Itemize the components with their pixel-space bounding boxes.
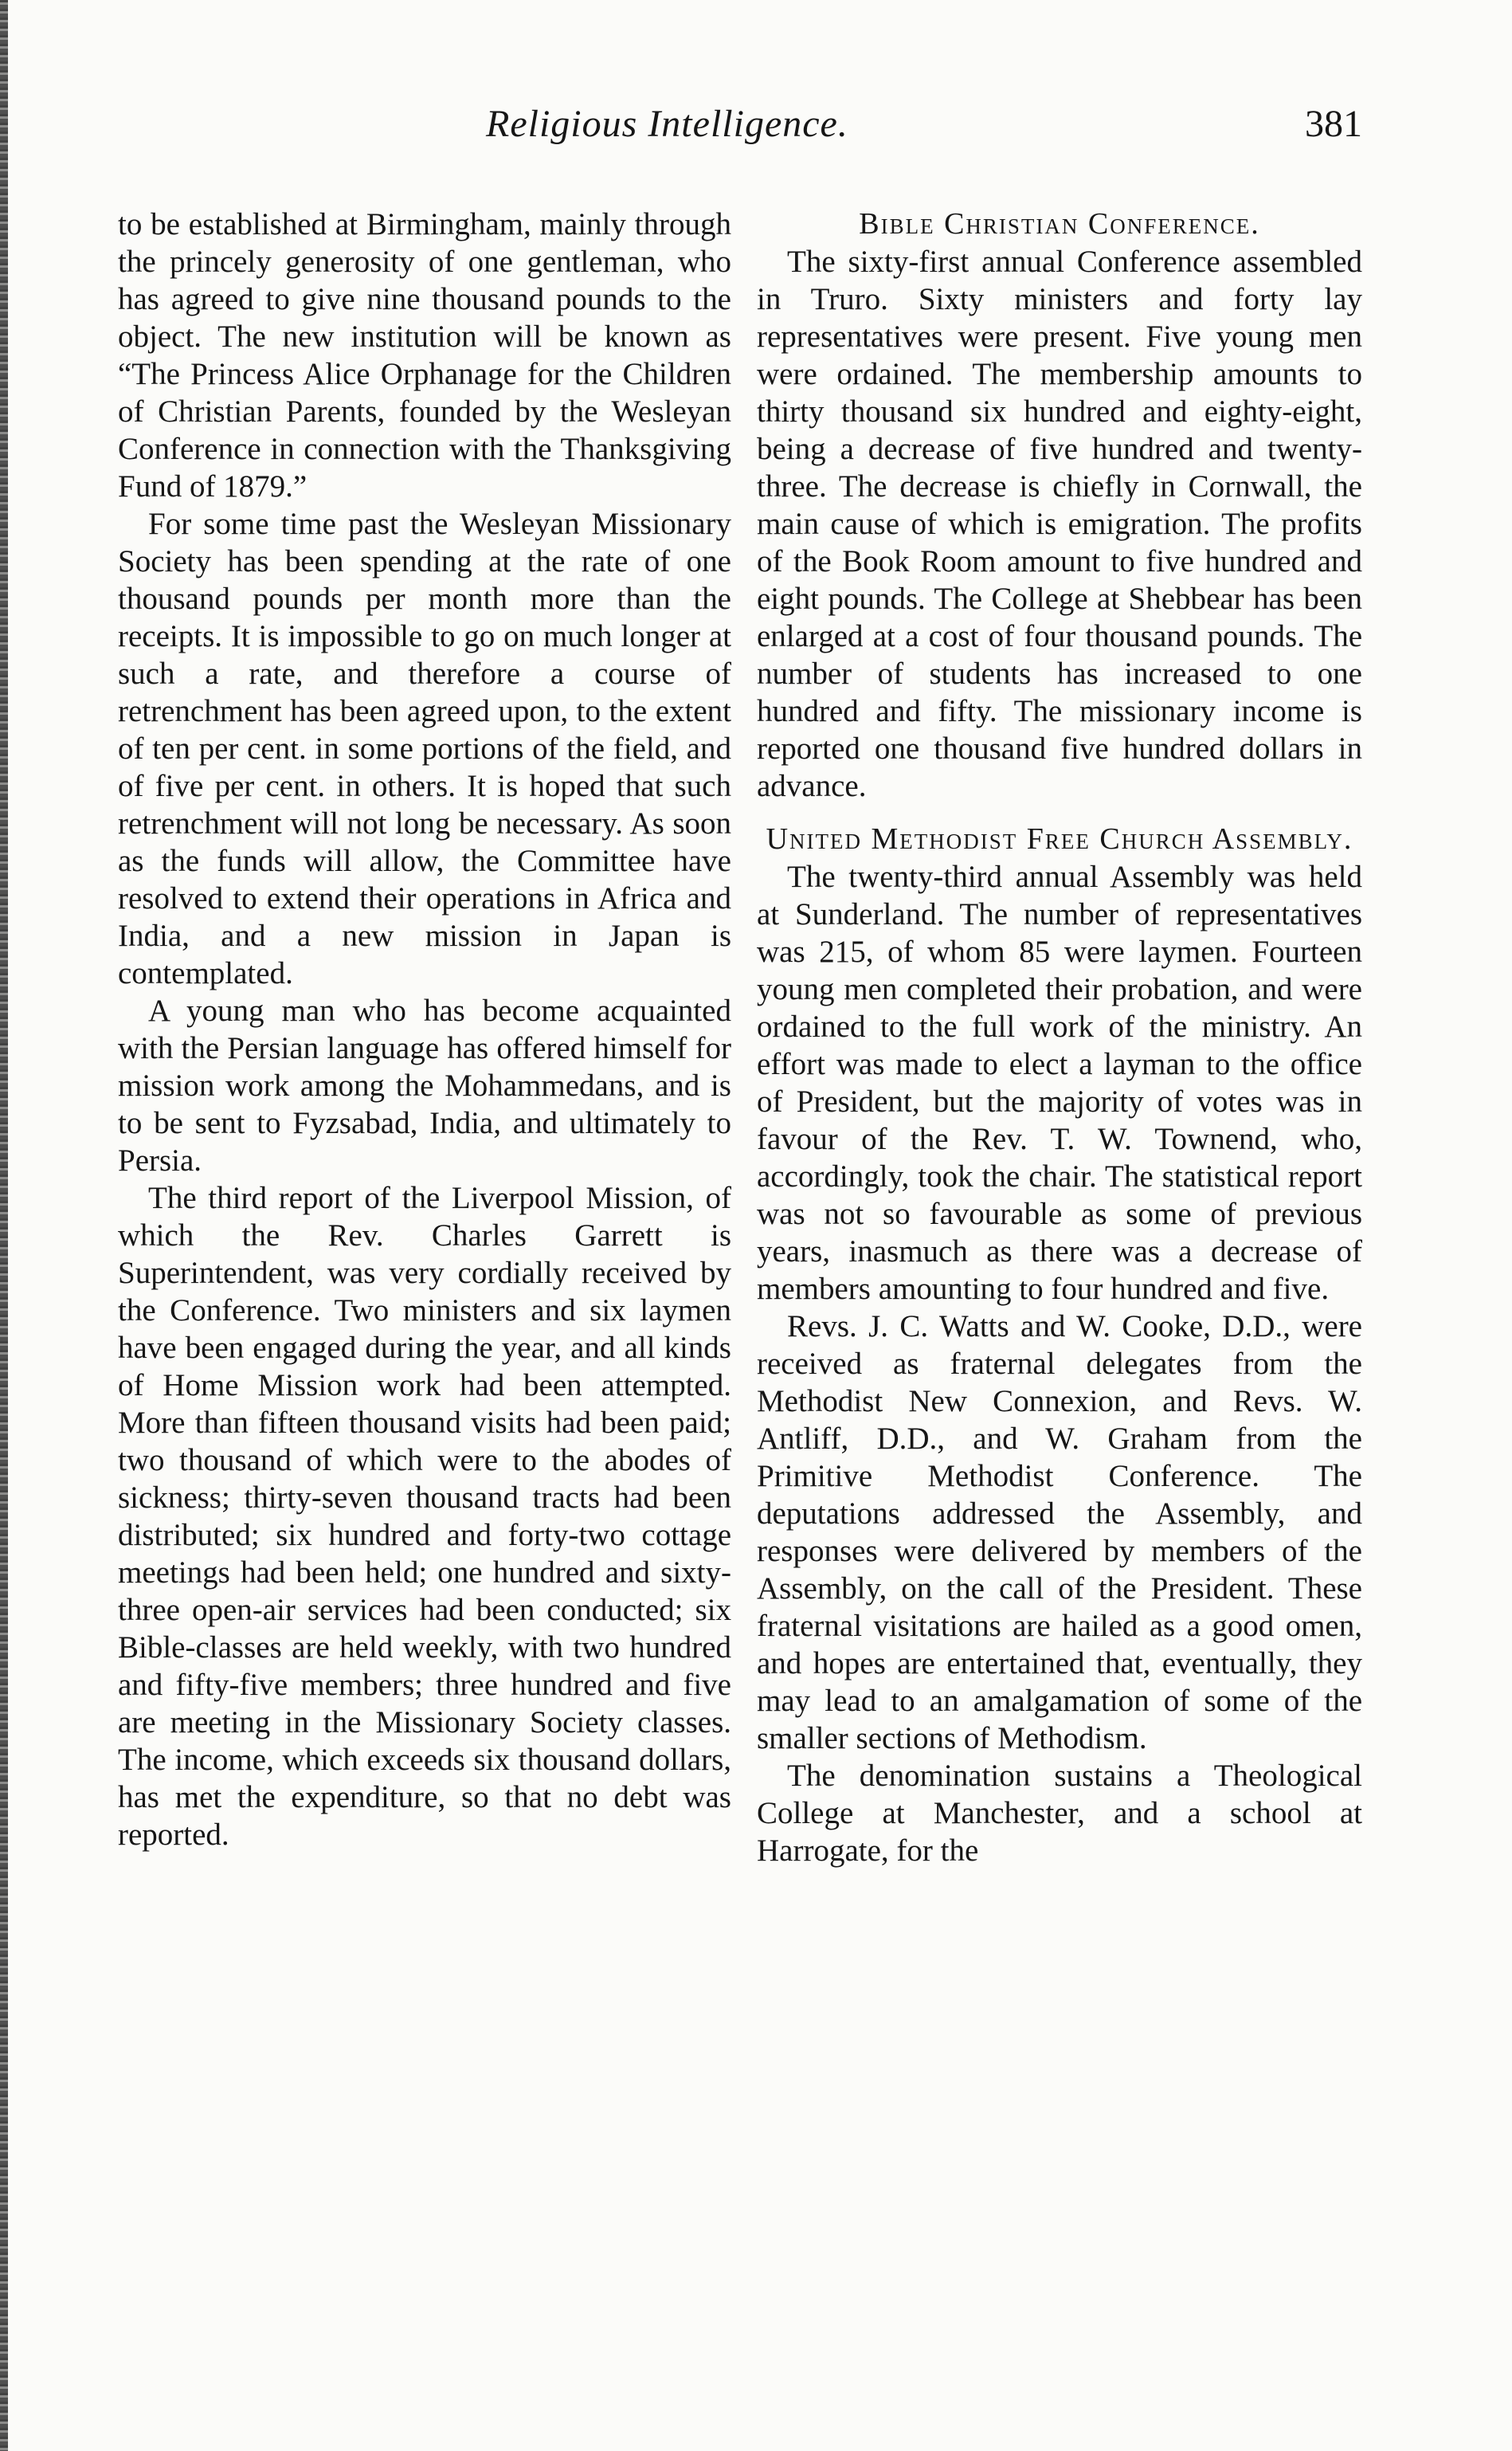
page-number: 381 [1305,103,1362,145]
paragraph-liverpool-mission: The third report of the Liverpool Mission, of which the Rev. Charles Garrett is Superintendent, was very cordially received by the Conference. Two ministers and six laymen have been engaged during the year, and all kinds of Home Mission work had been attempted. More than fifteen thousand visits had been paid; two thousand of which were to the abodes of sickness; thirty-seven thousand tracts had been distributed; six hundred and forty-two cottage meetings had been held; one hundred and sixty-three open-air services had been conducted; six Bible-classes are held weekly, with two hundred and fifty-five members; three hundred and five are meeting in the Missionary Society classes. The income, which exceeds six thousand dollars, has met the expenditure, so that no debt was reported. [118,1181,731,1852]
left-column [118,206,731,1853]
paragraph-fraternal-delegates: Revs. J. C. Watts and W. Cooke, D.D., were received as fraternal delegates from the Methodist New Connexion, and Revs. W. Antliff, D.D., and W. Graham from the Primitive Methodist Conference. The deputations addressed the Assembly, and responses were delivered by members of the Assembly, on the call of the President. These fraternal visitations are hailed as a good omen, and hopes are entertained that, eventually, they may lead to an amalgamation of some of the smaller sections of Methodism. [757,1309,1362,1755]
running-title: Religious Intelligence. [486,103,848,145]
paragraph-persian-mission: A young man who has become acquainted with the Persian language has offered himself for mission work among the Mohammedans, and is to be sent to Fyzsabad, India, and ultimately to Persia. [118,994,731,1178]
page-binding-edge [0,0,8,2451]
paragraph-theological-college: The denomination sustains a Theological College at Manchester, and a school at Harrogate, for the [757,1759,1362,1868]
right-column [757,206,1362,1869]
paragraph-orphanage: to be established at Birmingham, mainly through the princely generosity of one gentleman, who has agreed to give nine thousand pounds to the object. The new institution will be known as “The Princess Alice Orphanage for the Children of Christian Parents, founded by the Wesleyan Conference in connection with the Thanksgiving Fund of 1879.” [118,207,731,504]
paragraph-bible-christian: The sixty-first annual Conference assembled in Truro. Sixty ministers and forty lay representatives were present. Five young men were ordained. The membership amounts to thirty thousand six hundred and eighty-eight, being a decrease of five hundred and twenty-three. The decrease is chiefly in Cornwall, the main cause of which is emigration. The profits of the Book Room amount to five hundred and eight pounds. The College at Shebbear has been enlarged at a cost of four thousand pounds. The number of students has increased to one hundred and fifty. The missionary income is reported one thousand five hundred dollars in advance. [757,245,1362,803]
paragraph-assembly-sunderland: The twenty-third annual Assembly was held at Sunderland. The number of representatives was 215, of whom 85 were laymen. Fourteen young men completed their probation, and were ordained to the full work of the ministry. An effort was made to elect a layman to the office of President, but the majority of votes was in favour of the Rev. T. W. Townend, who, accordingly, took the chair. The statistical report was not so favourable as some of previous years, inasmuch as there was a decrease of members amounting to four hundred and five. [757,860,1362,1306]
section-heading-united-methodist: United Methodist Free Church Assembly. [766,822,1353,856]
page-header [119,102,1362,158]
paragraph-missionary-society: For some time past the Wesleyan Missionary Society has been spending at the rate of one thousand pounds per month more than the receipts. It is impossible to go on much longer at such a rate, and therefore a course of retrenchment has been agreed upon, to the extent of ten per cent. in some portions of the field, and of five per cent. in others. It is hoped that such retrenchment will not long be necessary. As soon as the funds will allow, the Committee have resolved to extend their operations in Africa and India, and a new mission in Japan is contemplated. [118,507,731,990]
section-heading-bible-christian: Bible Christian Conference. [859,207,1260,241]
